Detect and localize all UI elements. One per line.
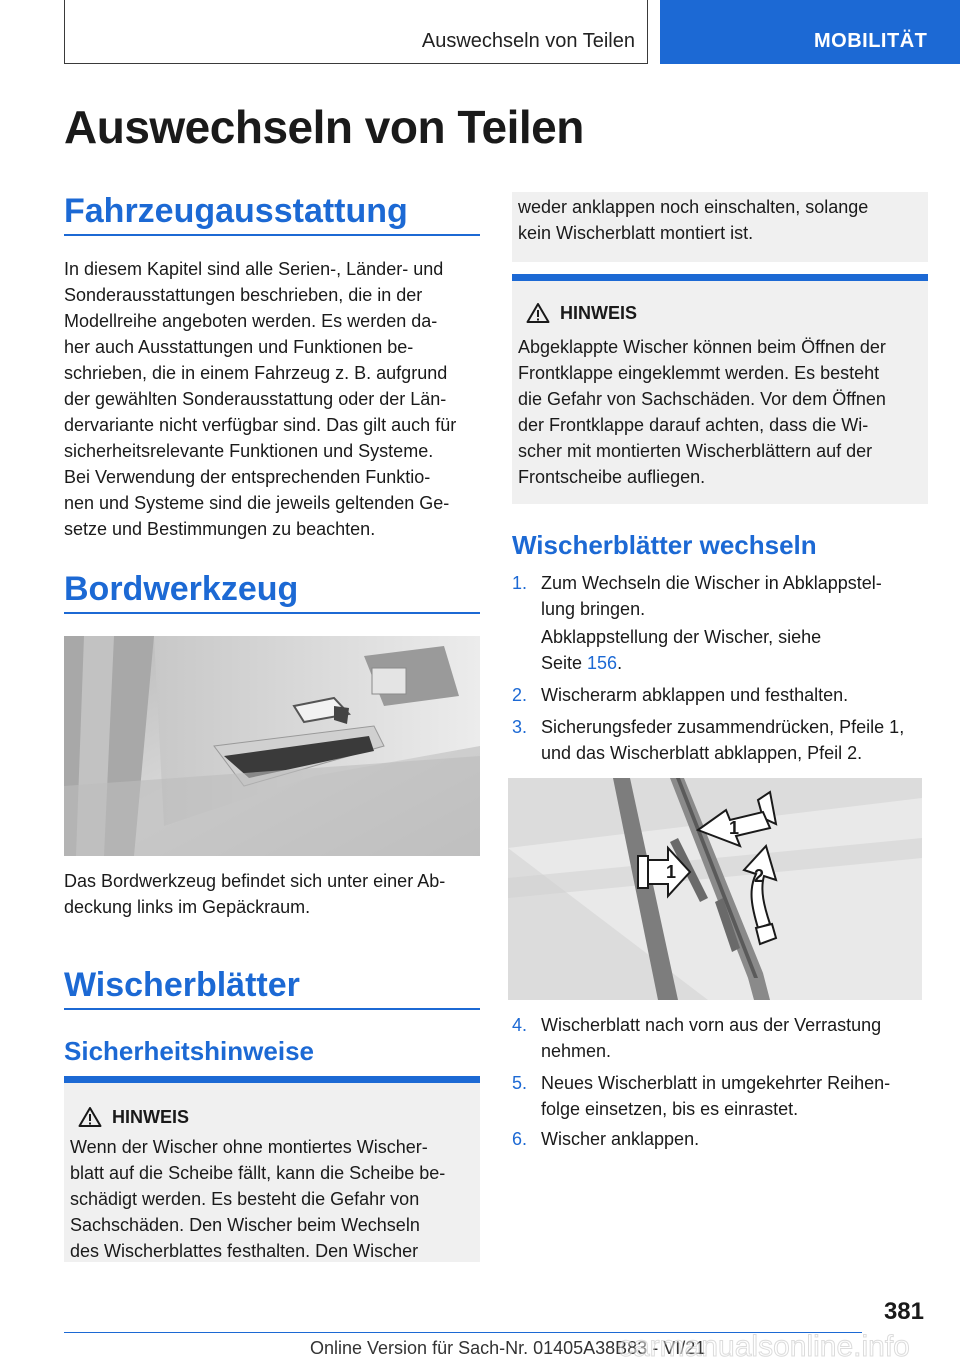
text-line: sicherheitsrelevante Funktionen und Systeme. bbox=[64, 441, 434, 461]
text-line: Neues Wischerblatt in umgekehrter Reihen- bbox=[541, 1073, 891, 1093]
heading-rule bbox=[64, 612, 480, 614]
step-number: 3. bbox=[512, 717, 528, 737]
heading-rule bbox=[64, 234, 480, 236]
step-number: 1. bbox=[512, 573, 528, 593]
text-line: Zum Wechseln die Wischer in Abklappstel- bbox=[541, 573, 882, 593]
notice-box-2 bbox=[512, 274, 928, 504]
text-line: setze und Bestimmungen zu beachten. bbox=[64, 519, 376, 539]
text-line: schrieben, die in einem Fahrzeug z. B. aufgrund bbox=[64, 363, 448, 383]
notice-text bbox=[70, 1134, 480, 1264]
text-line: In diesem Kapitel sind alle Serien-, Länder- und bbox=[64, 259, 444, 279]
text-line: der gewählten Sonderausstattung oder der Län- bbox=[64, 389, 447, 409]
step-text bbox=[541, 1012, 881, 1064]
heading-bordwerkzeug: Bordwerkzeug bbox=[64, 570, 299, 608]
notice-box-1-continued bbox=[512, 192, 928, 262]
heading-rule bbox=[64, 1008, 480, 1010]
notice-bar bbox=[512, 274, 928, 281]
step-text bbox=[541, 624, 821, 676]
step-number: 2. bbox=[512, 685, 528, 705]
text-line: die Gefahr von Sachschäden. Vor dem Öffnen bbox=[518, 389, 886, 409]
step-text bbox=[541, 1070, 890, 1122]
step-3 bbox=[512, 714, 928, 766]
bordwerkzeug-caption bbox=[64, 868, 480, 920]
text-line: schädigt werden. Es besteht die Gefahr von bbox=[70, 1189, 420, 1209]
text-line: nen und Systeme sind die jeweils geltenden Ge- bbox=[64, 493, 450, 513]
step-text bbox=[541, 682, 848, 708]
header-chapter-tab[interactable] bbox=[660, 0, 960, 64]
intro-paragraph bbox=[64, 256, 480, 542]
watermark: carmanualsonline.info bbox=[618, 1330, 910, 1362]
page-number: 381 bbox=[883, 1298, 924, 1325]
heading-wischerblaetter-wechseln: Wischerblätter wechseln bbox=[512, 530, 817, 560]
step-1-reference bbox=[512, 624, 928, 676]
heading-fahrzeugausstattung: Fahrzeugausstattung bbox=[64, 192, 408, 230]
reference-suffix: . bbox=[617, 653, 623, 673]
figure-label: 1 bbox=[666, 862, 677, 882]
page-title: Auswechseln von Teilen bbox=[64, 101, 584, 153]
text-line: Abklappstellung der Wischer, siehe bbox=[541, 627, 822, 647]
step-2 bbox=[512, 682, 928, 708]
text-line: blatt auf die Scheibe fällt, kann die Scheibe be- bbox=[70, 1163, 446, 1183]
heading-sicherheitshinweise: Sicherheitshinweise bbox=[64, 1036, 314, 1066]
text-line: her auch Ausstattungen und Funktionen be- bbox=[64, 337, 414, 357]
step-number: 4. bbox=[512, 1015, 528, 1035]
warning-icon bbox=[78, 1106, 102, 1128]
step-6 bbox=[512, 1126, 928, 1152]
step-text bbox=[541, 570, 882, 622]
figure-label: 1 bbox=[729, 818, 740, 838]
step-text bbox=[541, 1126, 699, 1152]
text-line: Sonderausstattungen beschrieben, die in der bbox=[64, 285, 423, 305]
notice-text bbox=[518, 334, 928, 490]
footer-text: Online Version für Sach-Nr. 01405A38B83 - VI/21 bbox=[310, 1338, 706, 1358]
step-1 bbox=[512, 570, 928, 622]
page-link[interactable]: 156 bbox=[587, 653, 618, 673]
step-number: 5. bbox=[512, 1073, 528, 1093]
notice-label: HINWEIS bbox=[560, 303, 638, 323]
wiper-blade-figure bbox=[508, 778, 922, 1000]
text-line: Frontscheibe aufliegen. bbox=[518, 467, 706, 487]
text-line: dervariante nicht verfügbar sind. Das gilt auch für bbox=[64, 415, 457, 435]
text-line: Abgeklappte Wischer können beim Öffnen der bbox=[518, 337, 886, 357]
text-line: Sachschäden. Den Wischer beim Wechseln bbox=[70, 1215, 420, 1235]
text-line: folge einsetzen, bis es einrastet. bbox=[541, 1099, 799, 1119]
text-line: Modellreihe angeboten werden. Es werden da- bbox=[64, 311, 438, 331]
text-line: deckung links im Gepäckraum. bbox=[64, 897, 311, 917]
text-line: der Frontklappe darauf achten, dass die Wi- bbox=[518, 415, 869, 435]
heading-wischerblaetter: Wischerblätter bbox=[64, 966, 300, 1004]
text-line: Frontklappe eingeklemmt werden. Es besteht bbox=[518, 363, 880, 383]
text-line: weder anklappen noch einschalten, solange bbox=[518, 197, 869, 217]
text-line bbox=[541, 650, 821, 676]
text-line: des Wischerblattes festhalten. Den Wischer bbox=[70, 1241, 419, 1261]
notice-box-1 bbox=[64, 1076, 480, 1262]
text-line: lung bringen. bbox=[541, 599, 646, 619]
header-chapter-label: MOBILITÄT bbox=[814, 30, 928, 52]
text-line: scher mit montierten Wischerblättern auf der bbox=[518, 441, 873, 461]
text-line: nehmen. bbox=[541, 1041, 612, 1061]
notice-label: HINWEIS bbox=[112, 1107, 190, 1127]
text-line: Wischerblatt nach vorn aus der Verrastung bbox=[541, 1015, 882, 1035]
text-line: Bei Verwendung der entsprechenden Funktio- bbox=[64, 467, 431, 487]
text-line: Wischer anklappen. bbox=[541, 1129, 700, 1149]
header-section-box bbox=[64, 0, 648, 64]
text-line: kein Wischerblatt montiert ist. bbox=[518, 223, 754, 243]
notice-text bbox=[518, 194, 928, 246]
text-line: Sicherungsfeder zusammendrücken, Pfeile 1, bbox=[541, 717, 905, 737]
step-text bbox=[541, 714, 904, 766]
text-line: und das Wischerblatt abklappen, Pfeil 2. bbox=[541, 743, 863, 763]
figure-label: 2 bbox=[754, 866, 765, 886]
step-4 bbox=[512, 1012, 928, 1064]
text-line: Das Bordwerkzeug befindet sich unter einer Ab- bbox=[64, 871, 446, 891]
step-5 bbox=[512, 1070, 928, 1122]
reference-prefix: Seite bbox=[541, 653, 588, 673]
text-line: Wenn der Wischer ohne montiertes Wischer- bbox=[70, 1137, 428, 1157]
bordwerkzeug-photo bbox=[64, 636, 480, 856]
text-line: Wischerarm abklappen und festhalten. bbox=[541, 685, 849, 705]
step-number: 6. bbox=[512, 1129, 528, 1149]
notice-bar bbox=[64, 1076, 480, 1083]
header-section-title: Auswechseln von Teilen bbox=[421, 30, 635, 52]
warning-icon bbox=[526, 302, 550, 324]
